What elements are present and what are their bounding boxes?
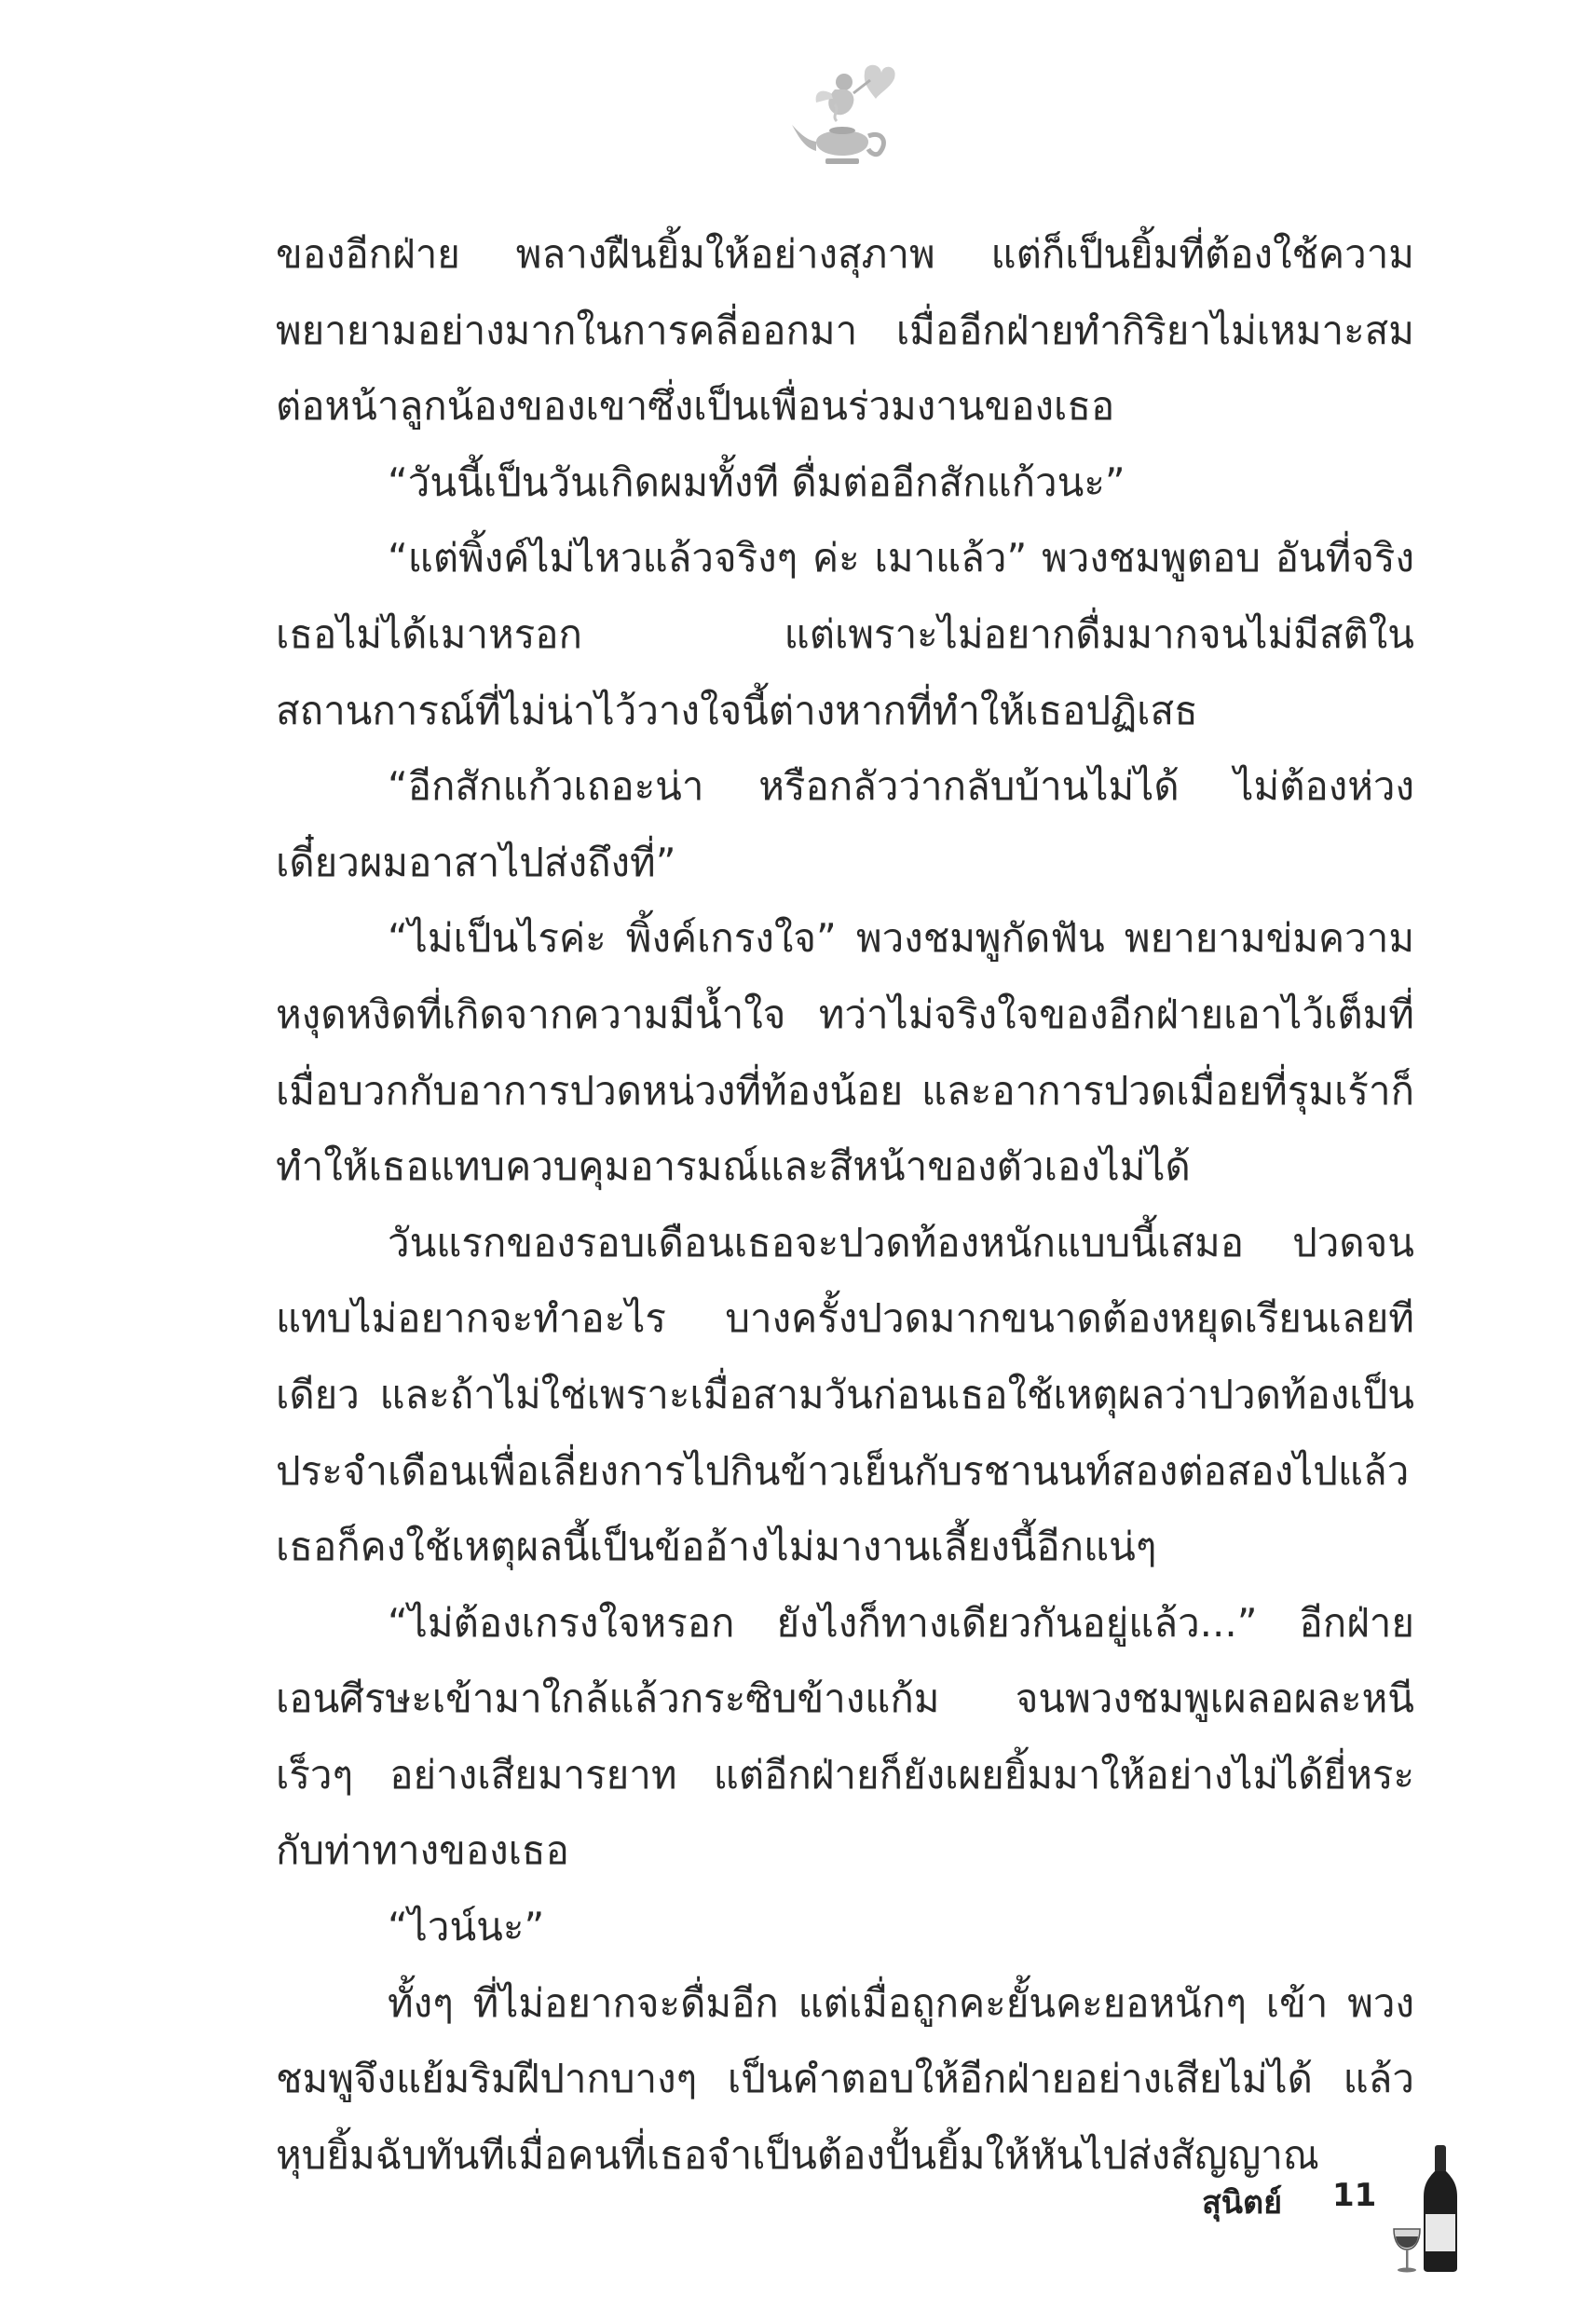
paragraph: “วันนี้เป็นวันเกิดผมทั้งที ดื่มต่ออีกสักแก้วนะ” — [388, 458, 1125, 505]
paragraph: “ไม่ต้องเกรงใจหรอก ยังไงก็ทางเดียวกันอยู่แล้ว...” อีกฝ่ายเอนศีรษะเข้ามาใกล้แล้วกระซิบข้างแก้ม จนพวงชมพูเผลอผละหนีเร็วๆ อย่างเสียมารยาท แต่อีกฝ่ายก็ยังเผยยิ้มมาให้อย่างไม่ได้ยี่หระกับท่าทางของเธอ — [276, 1599, 1414, 1874]
body-text — [276, 216, 1414, 2193]
page-number: 11 — [1332, 2177, 1377, 2214]
paragraph: “อีกสักแก้วเถอะน่า หรือกลัวว่ากลับบ้านไม่ได้ ไม่ต้องห่วง เดี๋ยวผมอาสาไปส่งถึงที่” — [276, 763, 1414, 885]
footer-author: สุนิตย์ — [1202, 2184, 1282, 2222]
paragraph: “ไวน์นะ” — [388, 1904, 545, 1950]
paragraph: ทั้งๆ ที่ไม่อยากจะดื่มอีก แต่เมื่อถูกคะยั้นคะยอหนักๆ เข้า พวงชมพูจึงแย้มริมฝีปากบางๆ เป็นคำตอบให้อีกฝ่ายอย่างเสียไม่ได้ แล้วหุบยิ้มฉับทันทีเมื่อคนที่เธอจำเป็นต้องปั้นยิ้มให้หันไปส่งสัญญาณ — [276, 1979, 1414, 2178]
paragraph: วันแรกของรอบเดือนเธอจะปวดท้องหนักแบบนี้เสมอ ปวดจนแทบไม่อยากจะทำอะไร บางครั้งปวดมากขนาดต้องหยุดเรียนเลยทีเดียว และถ้าไม่ใช่เพราะเมื่อสามวันก่อนเธอใช้เหตุผลว่าปวดท้องเป็นประจำเดือนเพื่อเลี่ยงการไปกินข้าวเย็นกับรชานนท์สองต่อสองไปแล้ว เธอก็คงใช้เหตุผลนี้เป็นข้ออ้างไม่มางานเลี้ยงนี้อีกแน่ๆ — [276, 1219, 1414, 1570]
paragraph: “ไม่เป็นไรค่ะ พิ้งค์เกรงใจ” พวงชมพูกัดฟัน พยายามข่มความหงุดหงิดที่เกิดจากความมีน้ำใจ ทว่าไม่จริงใจของอีกฝ่ายเอาไว้เต็มที่ เมื่อบวกกับอาการปวดหน่วงที่ท้องน้อย และอาการปวดเมื่อยที่รุมเร้าก็ทำให้เธอแทบควบคุมอารมณ์และสีหน้าของตัวเองไม่ได้ — [276, 915, 1414, 1190]
page-footer — [1202, 2143, 1481, 2274]
teapot-cupid-ornament-icon — [779, 56, 909, 186]
paragraph: “แต่พิ้งค์ไม่ไหวแล้วจริงๆ ค่ะ เมาแล้ว” พวงชมพูตอบ อันที่จริงเธอไม่ได้เมาหรอก แต่เพราะไม่อยากดื่มมากจนไม่มีสติในสถานการณ์ที่ไม่น่าไว้วางใจนี้ต่างหากที่ทำให้เธอปฏิเสธ — [276, 535, 1414, 733]
wine-bottle-glass-icon — [1388, 2143, 1472, 2274]
paragraph: ของอีกฝ่าย พลางฝืนยิ้มให้อย่างสุภาพ แต่ก็เป็นยิ้มที่ต้องใช้ความพยายามอย่างมากในการคลี่ออกมา เมื่ออีกฝ่ายทำกิริยาไม่เหมาะสมต่อหน้าลูกน้องของเขาซึ่งเป็นเพื่อนร่วมงานของเธอ — [276, 231, 1414, 430]
